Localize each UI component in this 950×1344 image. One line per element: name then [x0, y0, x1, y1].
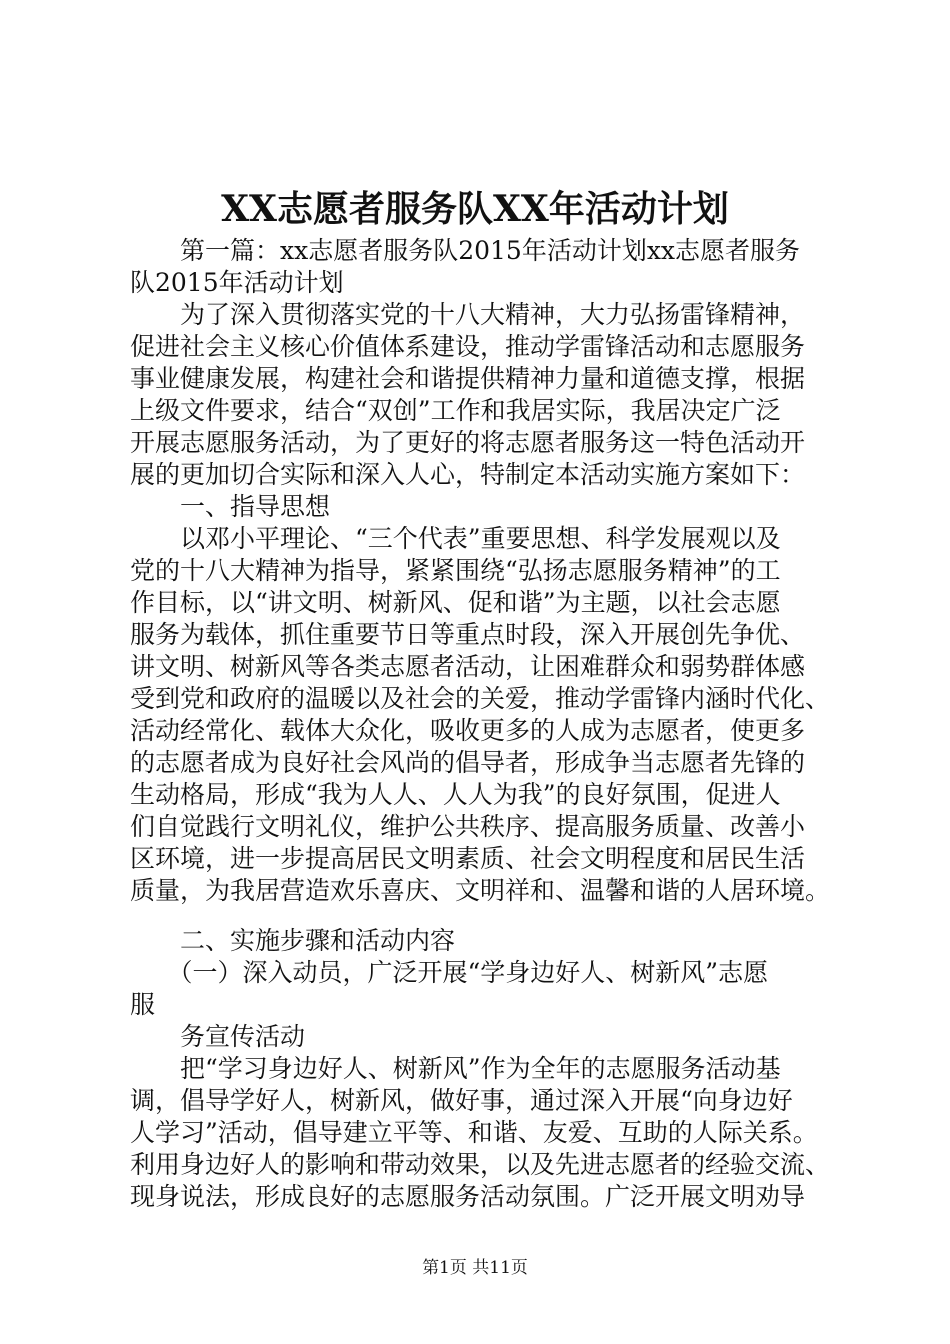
body-line: 讲文明、树新风等各类志愿者活动，让困难群众和弱势群体感 — [130, 652, 806, 681]
body-line: 作目标，以“讲文明、树新风、促和谐”为主题，以社会志愿 — [130, 588, 781, 617]
body-line: 把“学习身边好人、树新风”作为全年的志愿服务活动基 — [130, 1054, 781, 1083]
body-line: 促进社会主义核心价值体系建设，推动学雷锋活动和志愿服务 — [130, 332, 806, 361]
body-line: 党的十八大精神为指导，紧紧围绕“弘扬志愿服务精神”的工 — [130, 556, 781, 585]
body-line: 展的更加切合实际和深入人心，特制定本活动实施方案如下： — [130, 460, 806, 489]
body-line: 们自觉践行文明礼仪，维护公共秩序、提高服务质量、改善小 — [130, 812, 806, 841]
body-line: 人学习”活动，倡导建立平等、和谐、友爱、互助的人际关系。 — [130, 1118, 818, 1147]
body-line: 上级文件要求，结合“双创”工作和我居实际，我居决定广泛 — [130, 396, 781, 425]
section-heading: 二、实施步骤和活动内容 — [130, 926, 456, 955]
body-line: 区环境，进一步提高居民文明素质、社会文明程度和居民生活 — [130, 844, 806, 873]
body-line: 以邓小平理论、“三个代表”重要思想、科学发展观以及 — [130, 524, 781, 553]
document-title: XX志愿者服务队XX年活动计划 — [221, 188, 729, 230]
body-line: 务宣传活动 — [130, 1022, 306, 1051]
body-line: 服 — [130, 990, 156, 1019]
body-line: 活动经常化、载体大众化，吸收更多的人成为志愿者，使更多 — [130, 716, 806, 745]
body-line: 为了深入贯彻落实党的十八大精神，大力弘扬雷锋精神， — [130, 300, 806, 329]
body-line: 的志愿者成为良好社会风尚的倡导者，形成争当志愿者先锋的 — [130, 748, 806, 777]
body-line: 现身说法，形成良好的志愿服务活动氛围。广泛开展文明劝导 — [130, 1182, 806, 1211]
body-line: 事业健康发展，构建社会和谐提供精神力量和道德支撑，根据 — [130, 364, 806, 393]
body-line: 生动格局，形成“我为人人、人人为我”的良好氛围，促进人 — [130, 780, 781, 809]
body-line: 第一篇：xx志愿者服务队2015年活动计划xx志愿者服务 — [130, 236, 801, 265]
page-footer: 第1页 共11页 — [422, 1258, 528, 1278]
body-line: 受到党和政府的温暖以及社会的关爱，推动学雷锋内涵时代化、 — [130, 684, 831, 713]
body-line: 利用身边好人的影响和带动效果，以及先进志愿者的经验交流、 — [130, 1150, 831, 1179]
body-line: （一）深入动员，广泛开展“学身边好人、树新风”志愿 — [130, 958, 769, 987]
body-line: 调，倡导学好人，树新风，做好事，通过深入开展“向身边好 — [130, 1086, 793, 1115]
body-line: 队2015年活动计划 — [130, 268, 344, 297]
body-line: 质量，为我居营造欢乐喜庆、文明祥和、温馨和谐的人居环境。 — [130, 876, 831, 905]
body-line: 开展志愿服务活动，为了更好的将志愿者服务这一特色活动开 — [130, 428, 806, 457]
section-heading: 一、指导思想 — [130, 492, 331, 521]
body-line: 服务为载体，抓住重要节日等重点时段，深入开展创先争优、 — [130, 620, 806, 649]
